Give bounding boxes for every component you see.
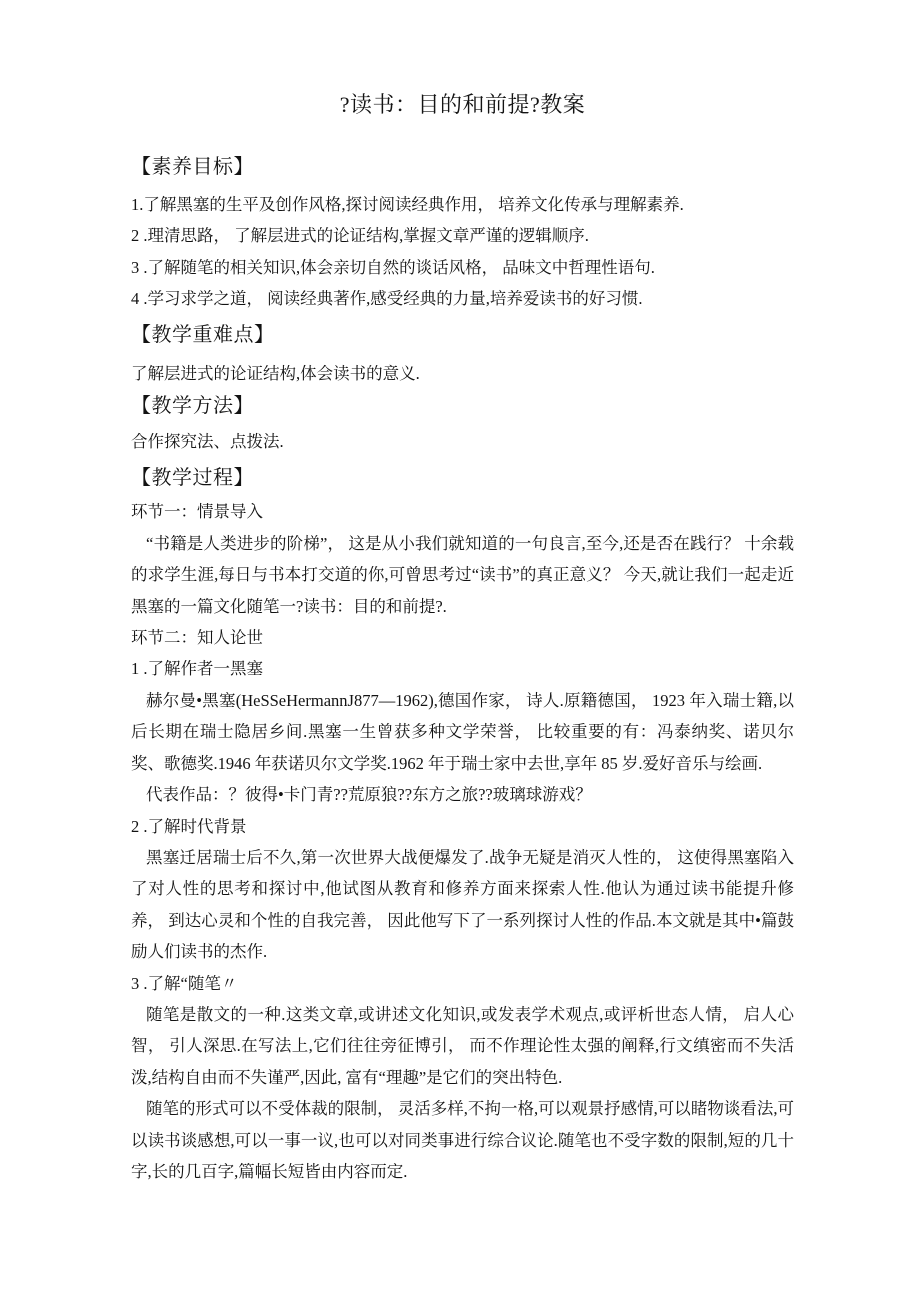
goal-item-1: 1.了解黑塞的生平及创作风格,探讨阅读经典作用， 培养文化传承与理解素养.: [131, 195, 684, 214]
section-heading-fangfa: 【教学方法】: [131, 395, 254, 418]
process-paragraph-suibi-form: 随笔的形式可以不受体裁的限制， 灵活多样,不拘一格,可以观景抒感情,可以睹物谈看法,可以读书谈感想,可以一事一议,也可以对同类事进行综合议论.随笔也不受字数的限制,短的几十字,长的几百字,篇幅长短皆由内容而定.: [131, 1099, 794, 1181]
document-title: ?读书：目的和前提?教案: [339, 92, 586, 117]
goal-item-4: 4 .学习求学之道， 阅读经典著作,感受经典的力量,培养爱读书的好习惯.: [131, 289, 643, 309]
section-heading-zhongnandian: 【教学重难点】: [131, 323, 275, 346]
fangfa-body: 合作探究法、点拨法.: [131, 432, 284, 452]
process-section: [131, 496, 794, 1187]
section-heading-guocheng: 【教学过程】: [131, 467, 254, 490]
goal-list: [131, 189, 794, 315]
zhongnandian-body: 了解层进式的论证结构,体会读书的意义.: [131, 363, 420, 383]
goal-item-3: 3 .了解随笔的相关知识,体会亲切自然的谈话风格， 品味文中哲理性语句.: [131, 257, 655, 277]
section-heading-suyang-mubiao: 【素养目标】: [131, 156, 254, 178]
process-paragraph-background: 黑塞迁居瑞士后不久,第一次世界大战便爆发了.战争无疑是消灭人性的， 这使得黑塞陷入了对人性的思考和探讨中,他试图从教育和修养方面来探索人性.他认为通过读书能提升修养， 到达心灵和个性的自我完善， 因此他写下了一系列探讨人性的作品.本文就是其中•篇鼓励人们读书的杰作.: [131, 847, 794, 962]
process-paragraph-intro: “书籍是人类进步的阶梯”， 这是从小我们就知道的一句良言,至今,还是否在践行？ 十余载的求学生涯,每日与书本打交道的你,可曾思考过“读书”的真正意义？ 今天,就让我们一起走近黑塞的一篇文化随笔一?读书：目的和前提?.: [131, 533, 794, 616]
process-subhead-background: 2 .了解时代背景: [131, 816, 247, 836]
process-step-label-1: 环节一：情景导入: [131, 502, 263, 522]
process-step-label-2: 环节二：知人论世: [131, 628, 263, 648]
process-subhead-suibi: 3 .了解“随笔〃: [131, 973, 238, 993]
process-paragraph-suibi-definition: 随笔是散文的一种.这类文章,或讲述文化知识,或发表学术观点,或评析世态人情， 启人心智， 引人深思.在写法上,它们往往旁征博引， 而不作理论性太强的阐释,行文缜密而不失活泼,结构自由而不失谨严,因此, 富有“理趣”是它们的突出特色.: [131, 1004, 794, 1087]
process-paragraph-works: 代表作品：？彼得•卡门青??荒原狼??东方之旅??玻璃球游戏？: [146, 785, 592, 805]
process-paragraph-author-bio: 赫尔曼•黑塞(HeSSeHermannJ877—1962),德国作家， 诗人.原籍德国， 1923 年入瑞士籍,以后长期在瑞士隐居乡间.黑塞一生曾获多种文学荣誉， 比较重要的有：冯泰纳奖、诺贝尔奖、歌德奖.1946 年获诺贝尔文学奖.1962 年于瑞士家中去世,享年 85 岁.爱好音乐与绘画.: [131, 690, 794, 773]
process-subhead-author: 1 .了解作者一黑塞: [131, 659, 263, 679]
goal-item-2: 2 .理清思路， 了解层进式的论证结构,掌握文章严谨的逻辑顺序.: [131, 226, 589, 246]
